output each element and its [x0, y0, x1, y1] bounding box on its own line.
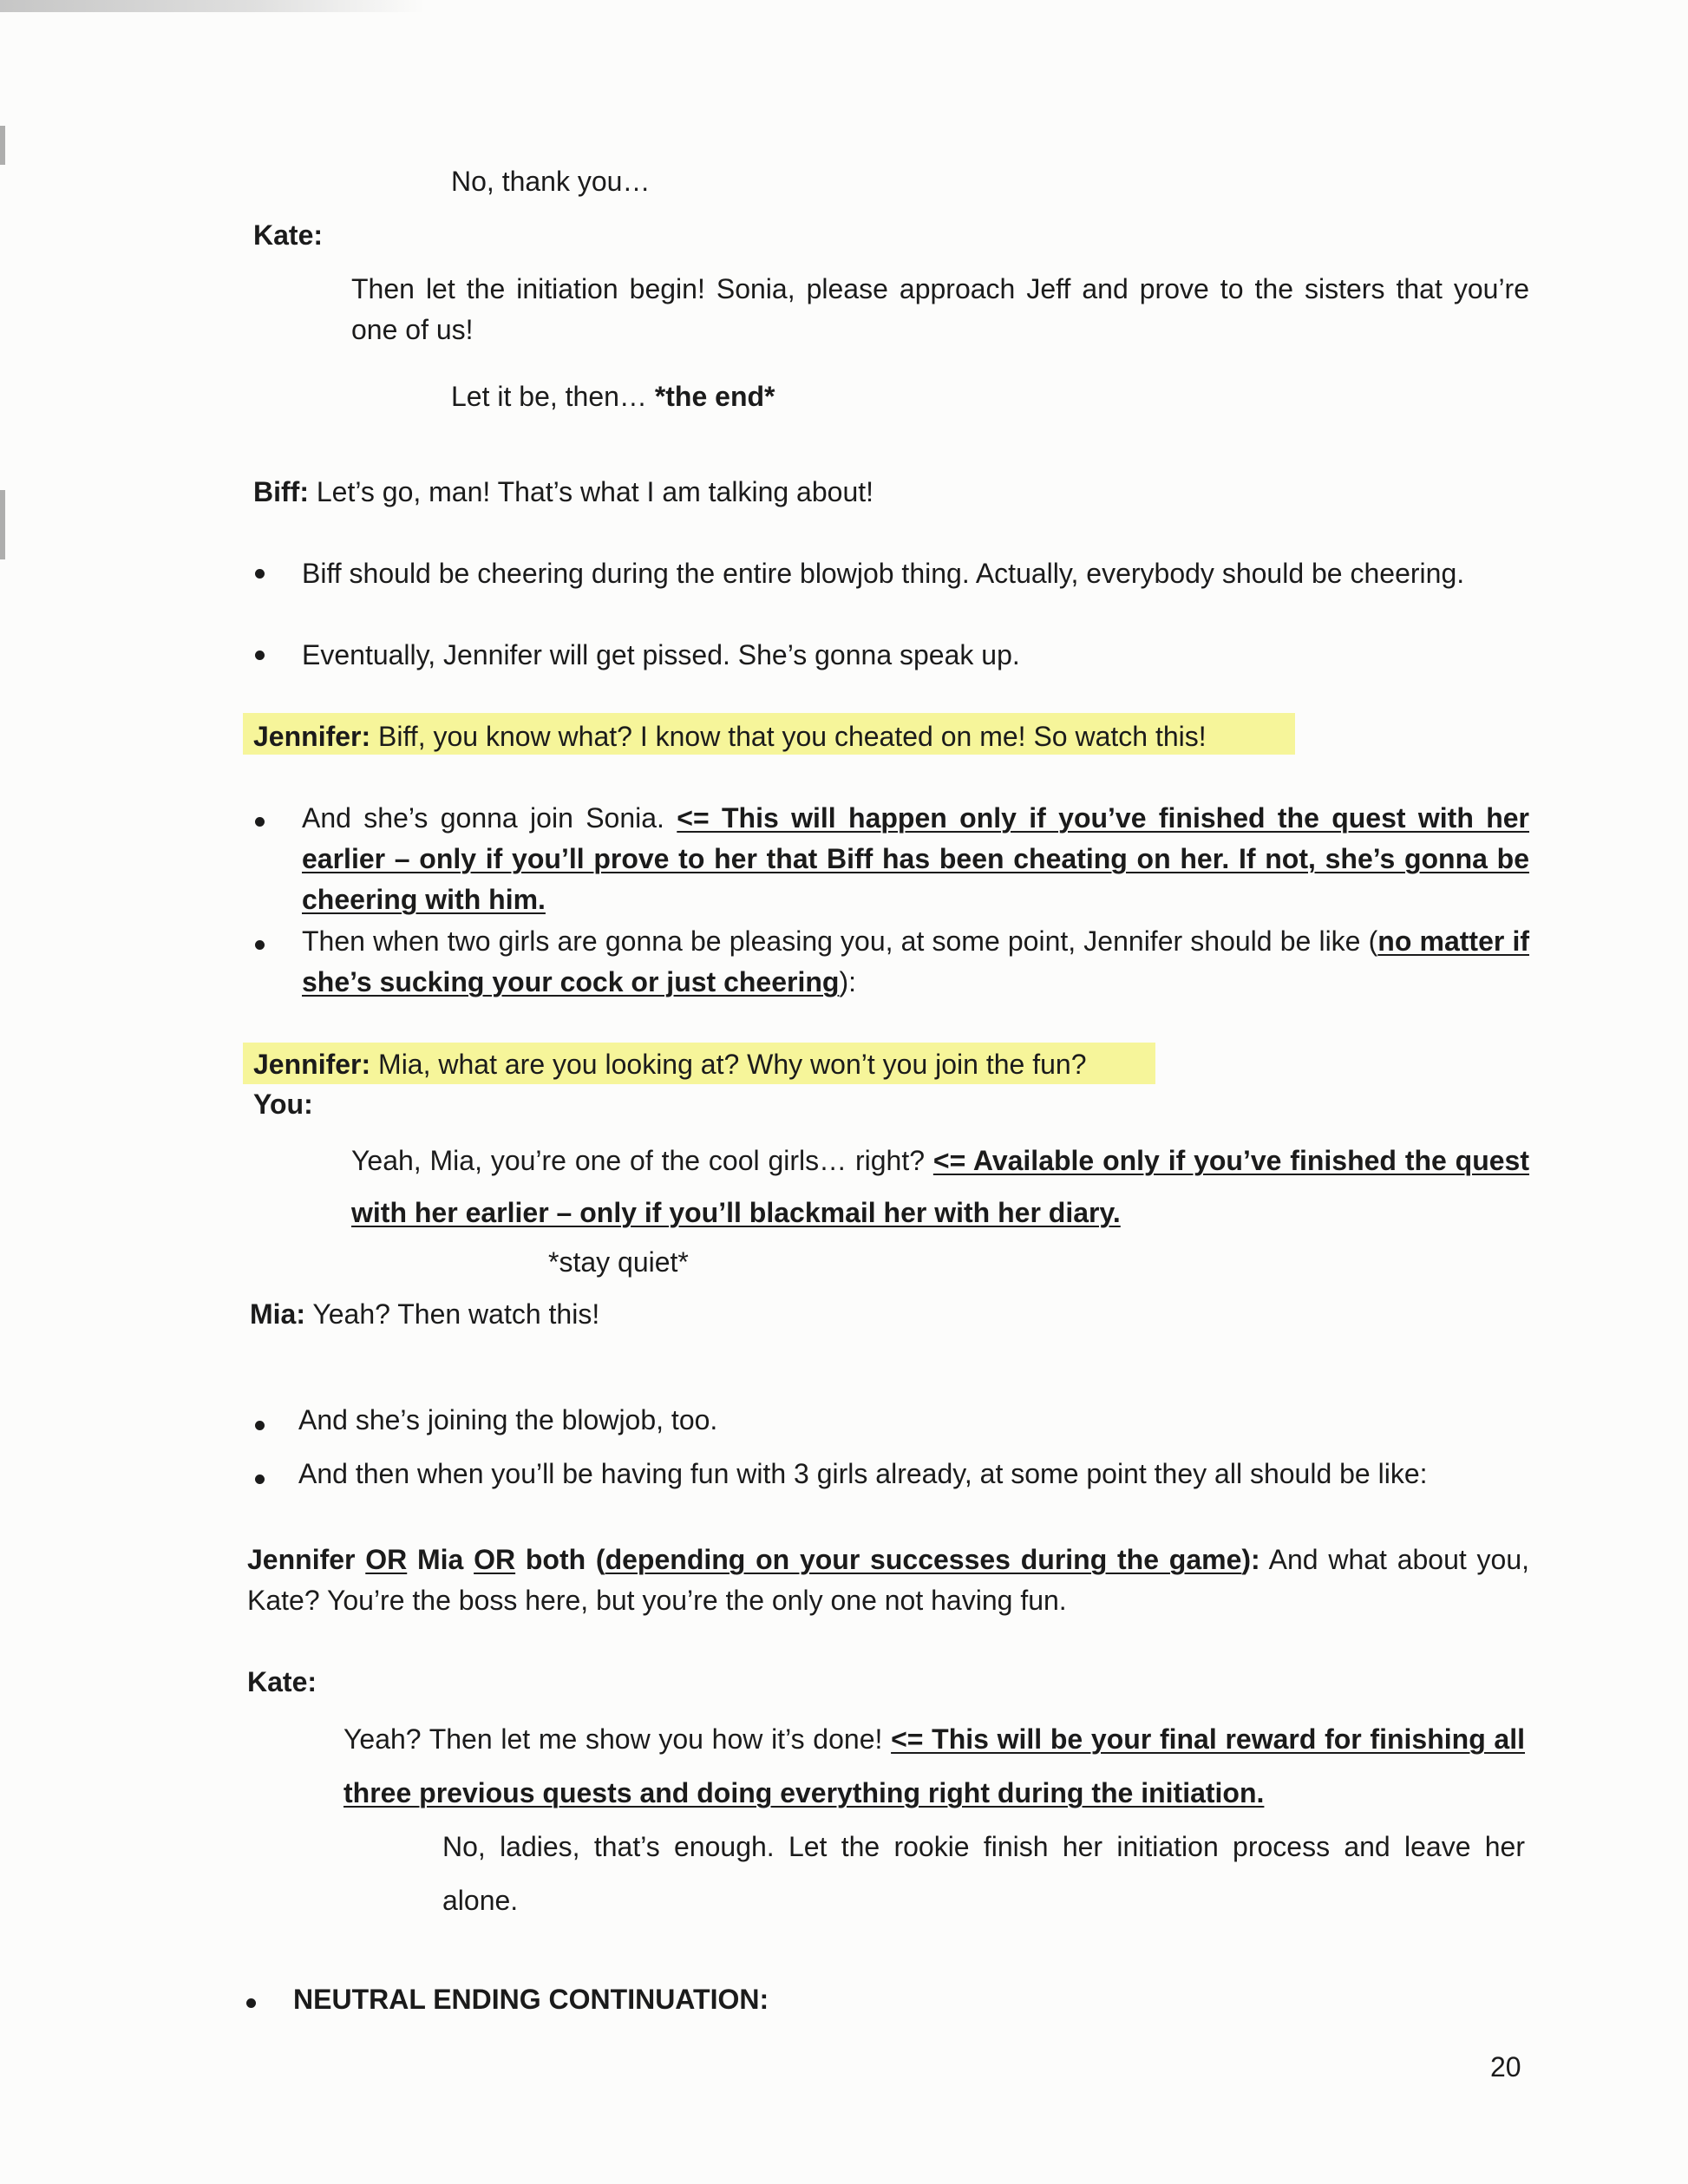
speaker-jennifer: Jennifer: [247, 1544, 366, 1575]
jennifer-text-1: Biff, you know what? I know that you cheated on me! So watch this!: [370, 721, 1207, 752]
condition-note: no matter if she’s sucking your cock or just cheering: [302, 925, 1530, 997]
bullet-dot: [255, 817, 265, 827]
or-label: OR: [365, 1544, 408, 1575]
or-label: OR: [474, 1544, 516, 1575]
two-girls-close: ):: [839, 966, 856, 997]
mia-line: [250, 1298, 599, 1331]
speaker-kate: Kate:: [253, 219, 324, 251]
jennifer-text-2: Mia, what are you looking at? Why won’t you join the fun?: [370, 1049, 1087, 1080]
join-sonia-text: And she’s gonna join Sonia.: [302, 802, 677, 834]
kate-reward-text: Yeah? Then let me show you how it’s done!: [343, 1723, 892, 1755]
bullet-three-girls: And then when you’ll be having fun with 3 girls already, at some point they all should be like:: [298, 1458, 1428, 1489]
option-stay-quiet: *stay quiet*: [548, 1246, 689, 1278]
the-end-label: *the end*: [654, 381, 775, 412]
jennifer-or-mia-line: [247, 1540, 1529, 1621]
bullet-dot: [255, 1421, 265, 1430]
condition-note: <= This will happen only if you’ve finished the quest with her earlier – only if you’ll prove to her that Biff has been cheating on her. If not, she’s gonna be cheering with him.: [302, 802, 1530, 915]
bullet-join-sonia: [302, 798, 1529, 920]
scan-edge-top: [0, 0, 425, 12]
kate-reward-line: [343, 1712, 1525, 1820]
speaker-mia: Mia:: [250, 1298, 305, 1330]
bullet-dot: [246, 1998, 256, 2008]
bullet-biff-cheering: Biff should be cheering during the entire blowjob thing. Actually, everybody should be cheering.: [302, 558, 1465, 589]
speaker-mia: Mia: [407, 1544, 474, 1575]
speaker-close: ):: [1241, 1544, 1260, 1575]
condition-note: depending on your successes during the game: [605, 1544, 1242, 1575]
you-text: Yeah, Mia, you’re one of the cool girls… right?: [351, 1145, 933, 1176]
two-girls-text: Then when two girls are gonna be pleasing you, at some point, Jennifer should be like (: [302, 925, 1378, 957]
speaker-jennifer: Jennifer:: [253, 1049, 371, 1080]
speaker-kate: Kate:: [247, 1666, 317, 1697]
line-let-it-be: [451, 380, 775, 413]
condition-note: <= This will be your final reward for finishing all three previous quests and doing everything right during the initiation.: [343, 1723, 1526, 1808]
bullet-dot: [255, 940, 265, 950]
bullet-jennifer-pissed: Eventually, Jennifer will get pissed. She’s gonna speak up.: [302, 639, 1020, 670]
speaker-biff: Biff:: [253, 476, 309, 507]
neutral-ending-heading: NEUTRAL ENDING CONTINUATION:: [293, 1984, 769, 2015]
both-label: both (: [515, 1544, 605, 1575]
bullet-dot: [255, 569, 265, 579]
scan-mark-left: [0, 126, 5, 165]
bullet-dot: [255, 651, 265, 660]
you-line: [351, 1135, 1529, 1239]
bullet-two-girls: [302, 921, 1529, 1003]
jennifer-line-2: [253, 1048, 1086, 1081]
page-number: 20: [1490, 2051, 1521, 2083]
line-no-thank-you: No, thank you…: [451, 166, 651, 197]
biff-text: Let’s go, man! That’s what I am talking about!: [308, 476, 874, 507]
speaker-jennifer: Jennifer:: [253, 721, 371, 752]
line-let-it-be-text: Let it be, then…: [451, 381, 655, 412]
kate-line: Then let the initiation begin! Sonia, please approach Jeff and prove to the sisters that you’re one of us!: [351, 273, 1529, 345]
speaker-you: You:: [253, 1089, 313, 1120]
scan-mark-left: [0, 490, 5, 559]
jennifer-or-mia-text: And what about you, Kate? You’re the boss here, but you’re the only one not having fun.: [247, 1544, 1530, 1616]
bullet-dot: [255, 1475, 265, 1484]
kate-alt-line: No, ladies, that’s enough. Let the rookie finish her initiation process and leave her alone.: [442, 1831, 1525, 1916]
biff-line: [253, 475, 873, 508]
bullet-mia-joining: And she’s joining the blowjob, too.: [298, 1404, 718, 1435]
jennifer-line-1: [253, 720, 1207, 753]
mia-text: Yeah? Then watch this!: [305, 1298, 600, 1330]
condition-note: <= Available only if you’ve finished the quest with her earlier – only if you’ll blackmail her with her diary.: [351, 1145, 1530, 1228]
